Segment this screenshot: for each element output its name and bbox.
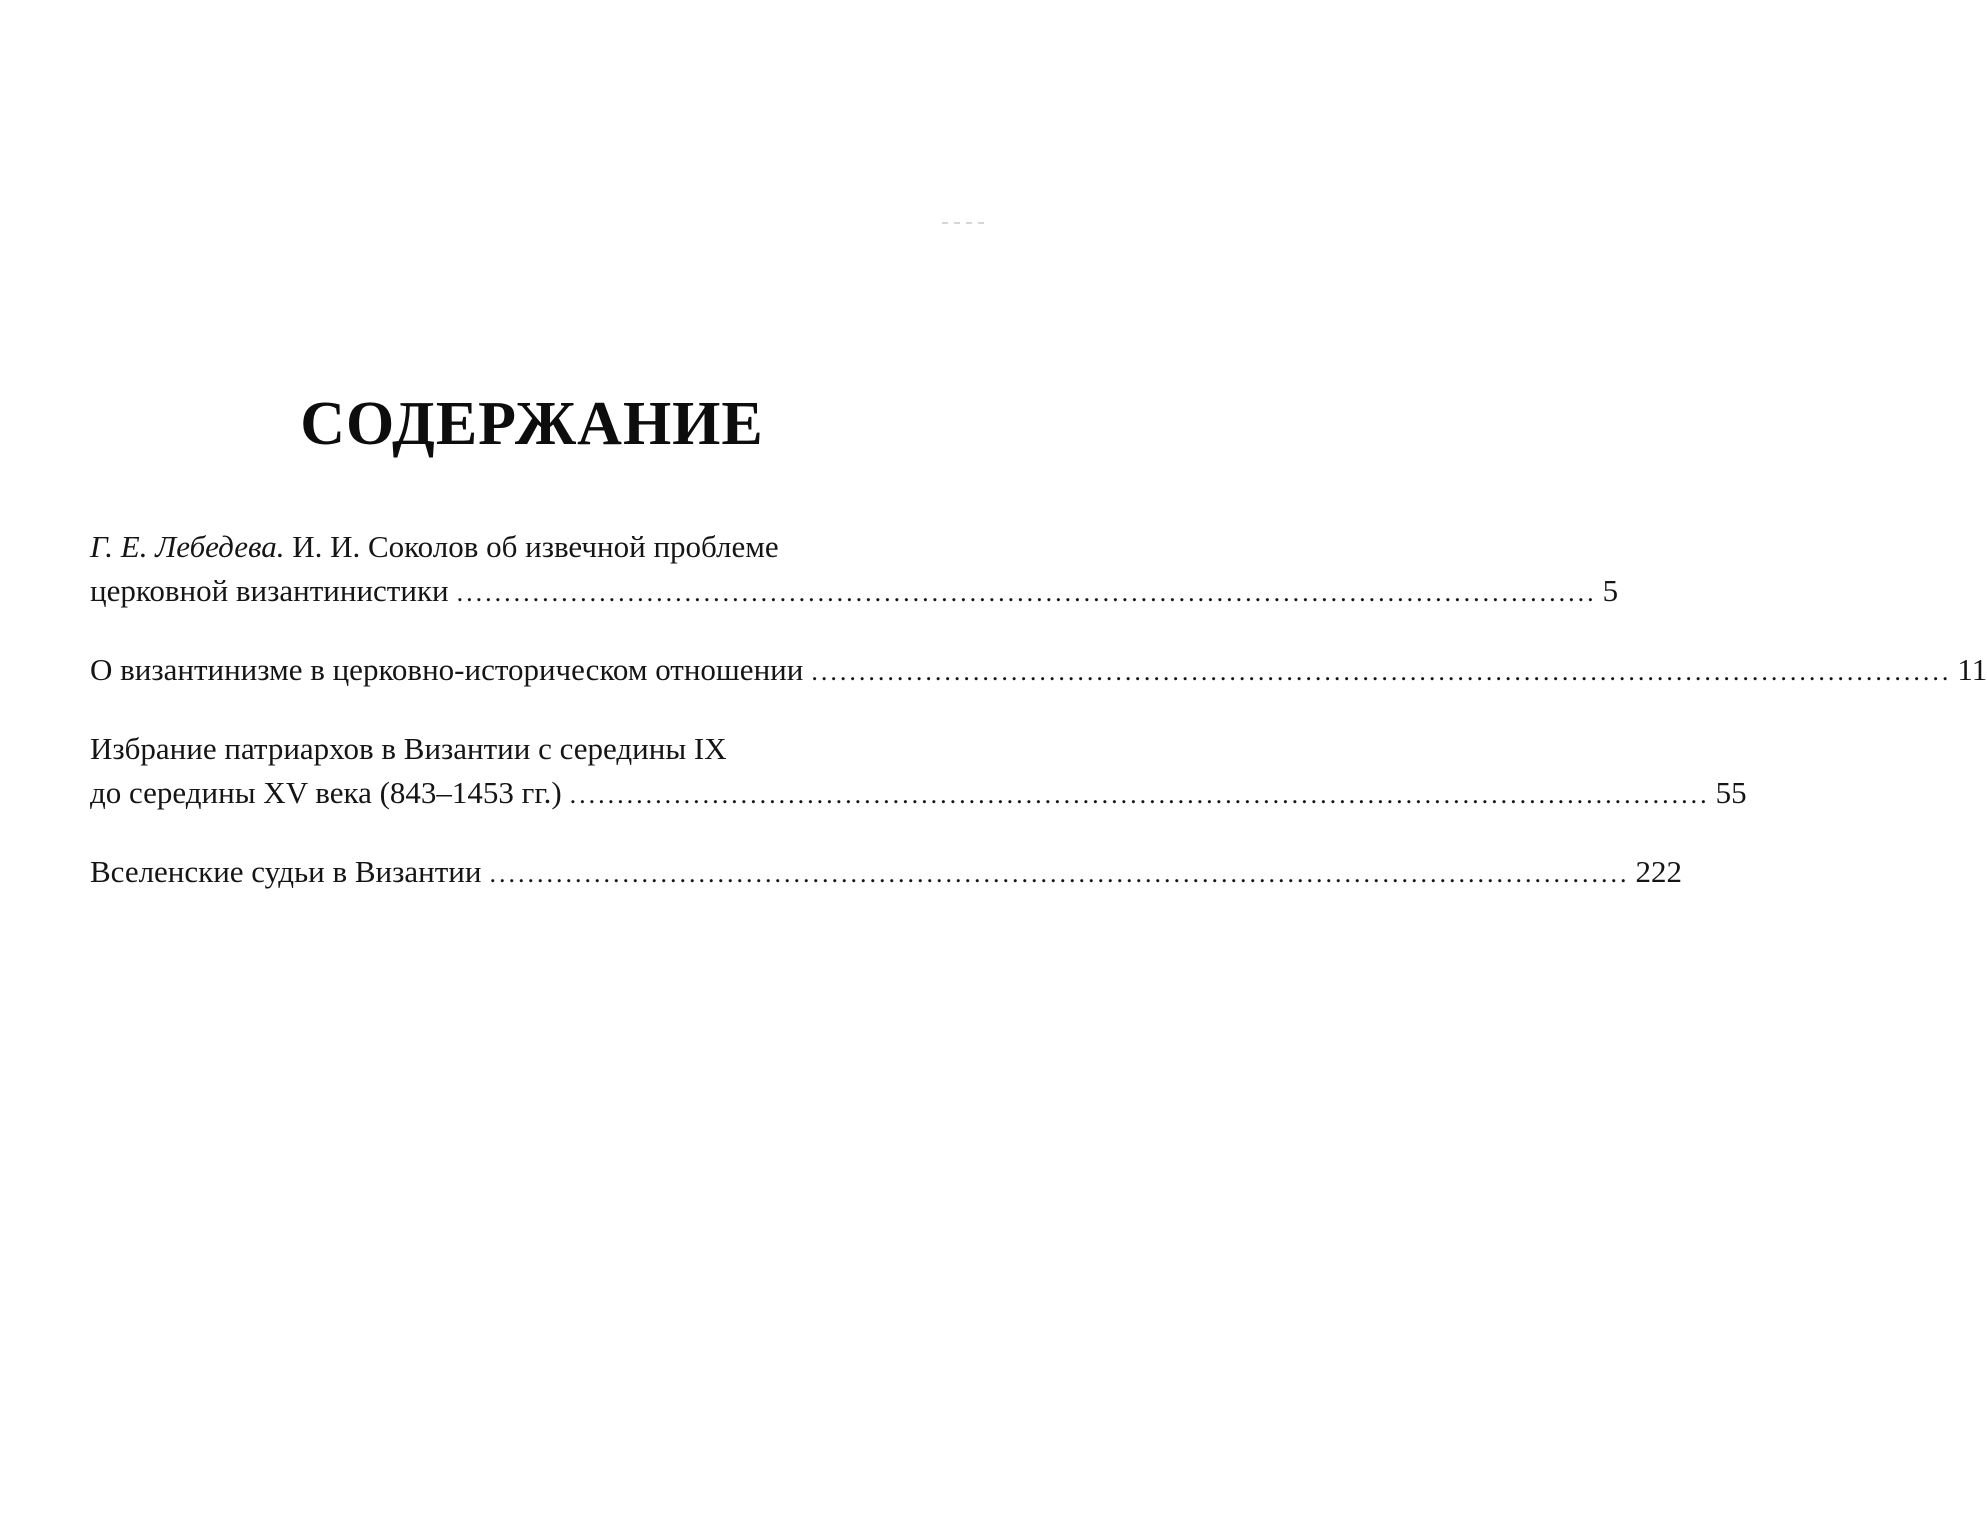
dot-leader: ........................................................................................................................: [489, 859, 1630, 888]
toc-entry: [90, 850, 1682, 896]
scan-artifact-mark: [942, 222, 988, 224]
toc-entry-page-number: 5: [1602, 573, 1619, 608]
toc-entry-line: [90, 569, 1619, 615]
toc-entry-page-number: 222: [1635, 854, 1682, 889]
toc-entry-page-number: 55: [1715, 775, 1747, 810]
toc-entry-title: О византинизме в церковно-историческом отношении: [90, 652, 804, 687]
dot-leader: ........................................................................................................................: [569, 780, 1710, 809]
toc-entry: [90, 727, 1747, 817]
table-of-contents: [90, 525, 1987, 896]
toc-entry-title: церковной византинистики: [90, 573, 449, 608]
toc-entry: [90, 525, 1619, 615]
toc-entry-line: [90, 727, 972, 771]
page-title: СОДЕРЖАНИЕ: [300, 390, 764, 458]
toc-entry-title: Избрание патриархов в Византии с середины IX: [90, 731, 727, 766]
toc-entry-line: [90, 771, 1747, 817]
toc-entry-line: [90, 648, 1987, 694]
toc-entry-title: И. И. Соколов об извечной проблеме: [284, 529, 779, 564]
toc-entry: [90, 648, 1987, 694]
toc-entry-line: [90, 525, 972, 569]
toc-entry-title: Вселенские судьи в Византии: [90, 854, 482, 889]
toc-entry-author-dot: .: [276, 529, 285, 564]
dot-leader: ........................................................................................................................: [811, 657, 1952, 686]
toc-entry-line: [90, 850, 1682, 896]
toc-entry-title: до середины XV века (843–1453 гг.): [90, 775, 562, 810]
toc-entry-page-number: 11: [1957, 652, 1987, 687]
toc-entry-author: Г. Е. Лебедева: [90, 529, 277, 564]
dot-leader: ........................................................................................................................: [456, 578, 1597, 607]
